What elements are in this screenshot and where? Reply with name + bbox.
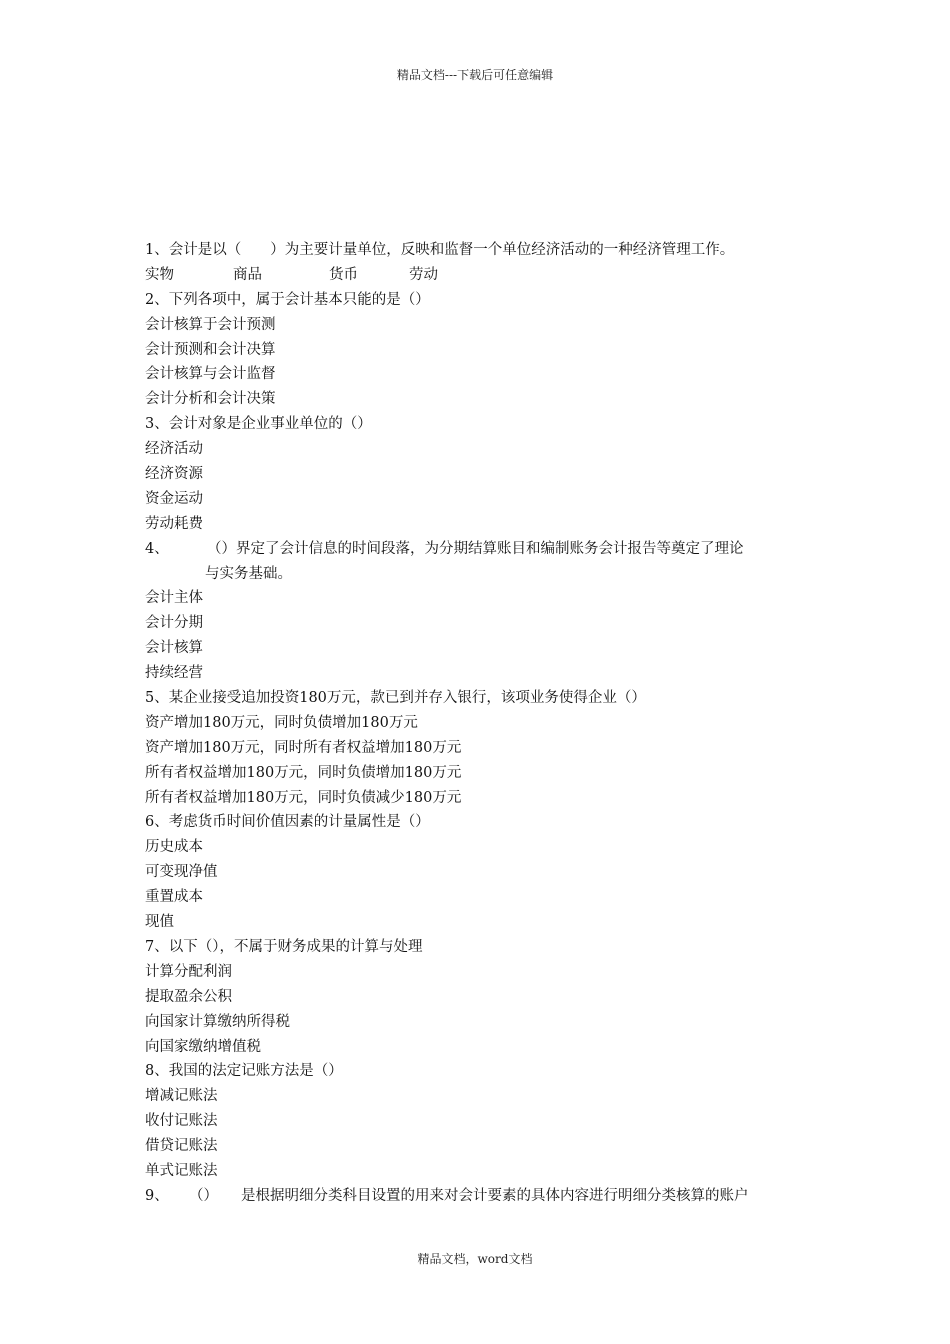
option: 会计预测和会计决算 [145,341,276,358]
question-4 [145,537,815,587]
question-9 [145,1184,815,1209]
question-3: 3、会计对象是企业事业单位的（） [145,416,372,433]
option: 可变现净值 [145,864,218,881]
option: 所有者权益增加180万元，同时负债增加180万元 [145,764,462,781]
option: 资产增加180万元，同时负债增加180万元 [145,714,418,731]
option: 商品 [233,266,262,283]
option: 单式记账法 [145,1162,218,1179]
option: 现值 [145,914,174,931]
option: 货币 [329,266,358,283]
question-text-continued: 与实务基础。 [205,565,292,582]
option: 借贷记账法 [145,1138,218,1155]
option: 计算分配利润 [145,963,232,980]
question-1: 1、会计是以（ ）为主要计量单位，反映和监督一个单位经济活动的一种经济管理工作。 [145,242,735,258]
option: 会计核算与会计监督 [145,366,276,383]
question-number: 4、 [145,540,169,557]
option: 会计分期 [145,615,203,632]
option: 会计核算 [145,640,203,657]
option: 会计分析和会计决策 [145,391,276,408]
answer-blank: （） [189,1187,218,1204]
option: 增减记账法 [145,1088,218,1105]
question-2: 2、下列各项中，属于会计基本只能的是（） [145,291,430,308]
option: 历史成本 [145,839,203,856]
option: 持续经营 [145,665,203,682]
question-1-options [145,263,815,288]
option: 经济活动 [145,441,203,458]
option: 收付记账法 [145,1113,218,1130]
option: 劳动耗费 [145,515,203,532]
option: 向国家缴纳增值税 [145,1038,261,1055]
option: 实物 [145,266,174,283]
option: 会计主体 [145,590,203,607]
question-list [145,238,815,1209]
option: 会计核算于会计预测 [145,316,276,333]
question-text: （）界定了会计信息的时间段落，为分期结算账目和编制账务会计报告等奠定了理论 [207,540,744,557]
page-footer: 精品文档，word文档 [417,1252,533,1266]
page-header: 精品文档---下载后可任意编辑 [396,68,554,82]
question-text: 是根据明细分类科目设置的用来对会计要素的具体内容进行明细分类核算的账户 [241,1187,749,1204]
option: 资产增加180万元，同时所有者权益增加180万元 [145,739,462,756]
option: 所有者权益增加180万元，同时负债减少180万元 [145,789,462,806]
option: 资金运动 [145,490,203,507]
option: 经济资源 [145,466,203,483]
option: 向国家计算缴纳所得税 [145,1013,290,1030]
question-number: 9、 [145,1187,169,1204]
question-6: 6、考虑货币时间价值因素的计量属性是（） [145,814,430,831]
option: 提取盈余公积 [145,988,232,1005]
question-7: 7、以下（），不属于财务成果的计算与处理 [145,938,423,955]
option: 劳动 [409,266,438,283]
option: 重置成本 [145,889,203,906]
question-8: 8、我国的法定记账方法是（） [145,1063,343,1080]
question-5: 5、某企业接受追加投资180万元，款已到并存入银行，该项业务使得企业（） [145,690,646,707]
